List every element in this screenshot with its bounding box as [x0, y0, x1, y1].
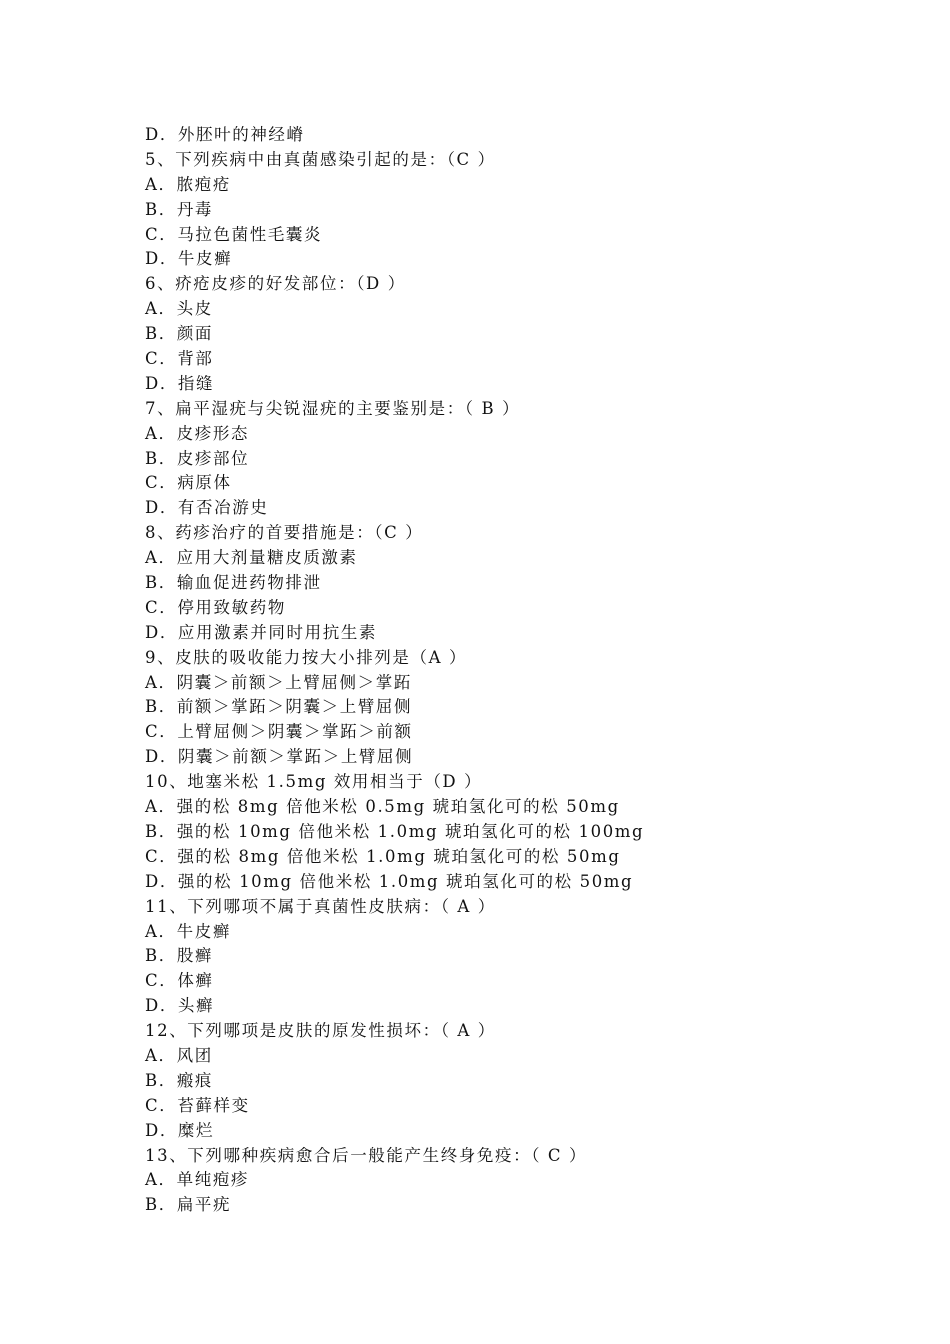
option-line: D．指缝 [145, 373, 215, 393]
option-line: B．股癣 [145, 946, 214, 966]
option-line: B．强的松 10mg 倍他米松 1.0mg 琥珀氢化可的松 100mg [145, 821, 645, 841]
question-line: 6、疥疮皮疹的好发部位：（D ） [145, 274, 406, 294]
option-line: A．强的松 8mg 倍他米松 0.5mg 琥珀氢化可的松 50mg [145, 797, 620, 817]
option-line: C．上臂屈侧＞阴囊＞掌跖＞前额 [145, 722, 413, 742]
document-body [145, 123, 845, 1218]
option-line: C．强的松 8mg 倍他米松 1.0mg 琥珀氢化可的松 50mg [145, 846, 621, 866]
option-line: C．停用致敏药物 [145, 597, 286, 617]
option-line: C．病原体 [145, 473, 232, 493]
option-line: B．扁平疣 [145, 1195, 232, 1215]
option-line: A．脓疱疮 [145, 174, 231, 194]
option-line: D．强的松 10mg 倍他米松 1.0mg 琥珀氢化可的松 50mg [145, 871, 634, 891]
question-line: 12、下列哪项是皮肤的原发性损坏：（ A ） [145, 1021, 496, 1041]
option-line: A．皮疹形态 [145, 423, 250, 443]
question-line: 9、皮肤的吸收能力按大小排列是（A ） [145, 647, 468, 667]
option-line: D．阴囊＞前额＞掌跖＞上臂屈侧 [145, 747, 414, 767]
question-line: 8、药疹治疗的首要措施是：（C ） [145, 523, 424, 543]
option-line: A．牛皮癣 [145, 921, 231, 941]
option-line: A．头皮 [145, 299, 213, 319]
option-line: B．皮疹部位 [145, 448, 250, 468]
question-line: 13、下列哪种疾病愈合后一般能产生终身免疫：（ C ） [145, 1145, 588, 1165]
option-line: A．应用大剂量糖皮质激素 [145, 548, 358, 568]
option-line: A．风团 [145, 1045, 213, 1065]
option-line: D．有否冶游史 [145, 498, 269, 518]
option-line: B．前额＞掌跖＞阴囊＞上臂屈侧 [145, 697, 413, 717]
option-line: D．外胚叶的神经嵴 [145, 125, 305, 144]
option-line: C．背部 [145, 349, 214, 369]
option-line: B．丹毒 [145, 199, 214, 219]
question-line: 10、地塞米松 1.5mg 效用相当于（D ） [145, 772, 483, 792]
option-line: B．输血促进药物排泄 [145, 573, 322, 593]
option-line: B．瘢痕 [145, 1070, 214, 1090]
option-line: D．应用激素并同时用抗生素 [145, 622, 378, 642]
question-line: 5、下列疾病中由真菌感染引起的是：（C ） [145, 149, 496, 169]
option-line: C．体癣 [145, 971, 214, 991]
option-line: D．糜烂 [145, 1120, 215, 1140]
option-line: A．阴囊＞前额＞上臂屈侧＞掌跖 [145, 672, 412, 692]
option-line: D．牛皮癣 [145, 249, 233, 269]
option-line: A．单纯疱疹 [145, 1170, 250, 1190]
option-line: D．头癣 [145, 996, 215, 1016]
question-line: 11、下列哪项不属于真菌性皮肤病：（ A ） [145, 896, 496, 916]
option-line: C．马拉色菌性毛囊炎 [145, 224, 323, 244]
question-line: 7、扁平湿疣与尖锐湿疣的主要鉴别是：（ B ） [145, 398, 521, 418]
option-line: C．苔藓样变 [145, 1095, 250, 1115]
option-line: B．颜面 [145, 324, 214, 344]
